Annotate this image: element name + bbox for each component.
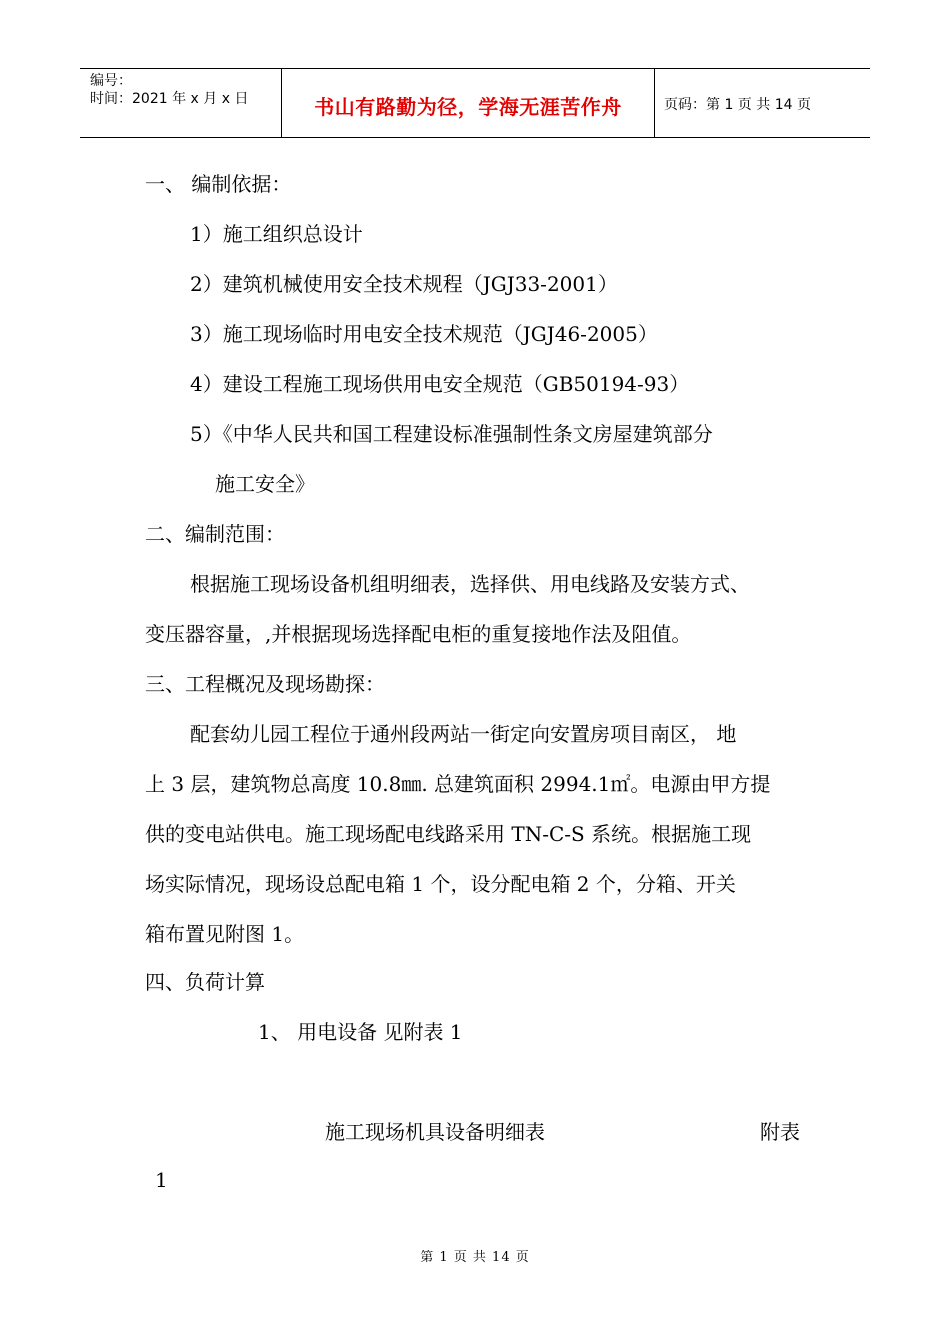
section-3-line-5: 箱布置见附图 1。	[145, 922, 305, 946]
section-3-line-3: 供的变电站供电。施工现场配电线路采用 TN-C-S 系统。根据施工现	[145, 822, 752, 846]
section-3-line-4: 场实际情况，现场设总配电箱 1 个，设分配电箱 2 个，分箱、开关	[145, 872, 736, 896]
appendix-label: 附表	[760, 1120, 800, 1144]
page-footer: 第 1 页 共 14 页	[420, 1250, 530, 1265]
section-3-line-2: 上 3 层，建筑物总高度 10.8㎜. 总建筑面积 2994.1㎡。电源由甲方提	[145, 772, 771, 796]
reference-item-5-cont: 施工安全》	[215, 472, 315, 496]
header-motto: 书山有路勤为径，学海无涯苦作舟	[314, 95, 622, 119]
section-4-item-1: 1、 用电设备 见附表 1	[258, 1020, 463, 1044]
section-2-line-1: 根据施工现场设备机组明细表，选择供、用电线路及安装方式、	[190, 572, 750, 596]
table-title: 施工现场机具设备明细表	[325, 1120, 545, 1144]
time-label: 时间：2021 年 x 月 x 日	[90, 91, 249, 107]
section-2-line-2: 变压器容量，,并根据现场选择配电柜的重复接地作法及阻值。	[145, 622, 692, 646]
reference-item-5: 5）《中华人民共和国工程建设标准强制性条文房屋建筑部分	[190, 422, 713, 446]
header-meta	[80, 69, 280, 137]
header-motto-cell	[281, 69, 655, 137]
section-2-title: 二、编制范围：	[145, 522, 285, 546]
reference-item-2: 2）建筑机械使用安全技术规程（JGJ33-2001）	[190, 272, 618, 296]
section-3-line-1: 配套幼儿园工程位于通州段两站一街定向安置房项目南区， 地	[190, 722, 737, 746]
header-page-cell	[654, 69, 870, 137]
section-1-title: 一、 编制依据：	[145, 172, 292, 196]
reference-item-3: 3）施工现场临时用电安全技术规范（JGJ46-2005）	[190, 322, 658, 346]
header-page-info: 页码：第 1 页 共 14 页	[664, 97, 811, 113]
page-header	[80, 68, 870, 138]
section-3-title: 三、工程概况及现场勘探：	[145, 672, 385, 696]
appendix-number: 1	[155, 1168, 168, 1192]
section-4-title: 四、负荷计算	[145, 970, 265, 994]
number-label: 编号：	[90, 73, 132, 89]
reference-item-4: 4）建设工程施工现场供用电安全规范（GB50194-93）	[190, 372, 690, 396]
reference-item-1: 1）施工组织总设计	[190, 222, 363, 246]
